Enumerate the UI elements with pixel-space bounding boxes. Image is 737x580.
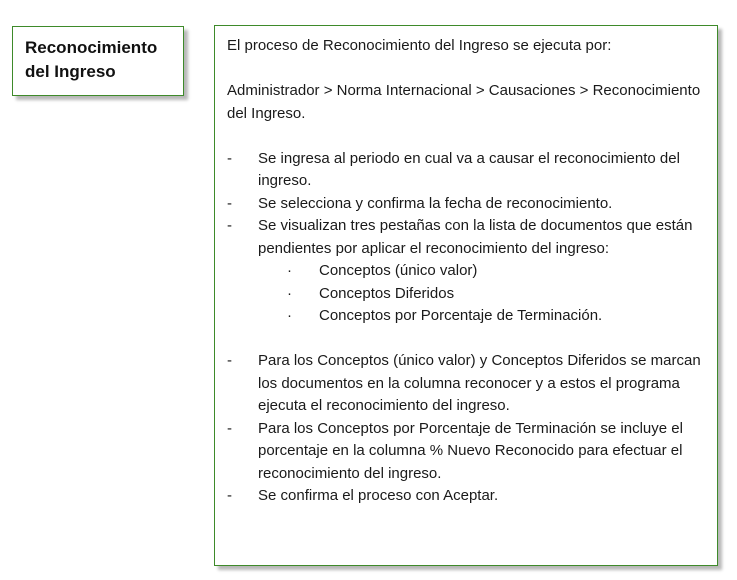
- list-item: [227, 193, 707, 216]
- intro-text: El proceso de Reconocimiento del Ingreso se ejecuta por:: [227, 37, 612, 54]
- dash-marker: -: [227, 217, 232, 234]
- section-title-box: [12, 26, 184, 96]
- dash-marker: -: [227, 419, 232, 437]
- sub-list-item: [258, 260, 707, 283]
- dash-marker: -: [227, 149, 232, 167]
- step-text: Se confirma el proceso con Aceptar.: [258, 487, 499, 504]
- list-item: [227, 215, 707, 328]
- list-item: [227, 350, 707, 418]
- dash-marker: -: [227, 352, 232, 369]
- tab-name: Conceptos por Porcentaje de Terminación.: [319, 307, 603, 324]
- list-item: [227, 485, 707, 508]
- tab-name: Conceptos Diferidos: [319, 284, 455, 302]
- step-text: Para los Conceptos (único valor) y Conceptos Diferidos se marcan los documentos en la columna reconocer y a estos el programa ejecuta el reconocimiento del ingreso.: [258, 352, 701, 414]
- steps-list-2: [227, 350, 707, 508]
- step-text: Se visualizan tres pestañas con la lista de documentos que están pendientes por aplicar el reconocimiento del ingreso:: [258, 217, 693, 257]
- step-text: Para los Conceptos por Porcentaje de Terminación se incluye el porcentaje en la columna % Nuevo Reconocido para efectuar el reconocimiento del ingreso.: [258, 419, 683, 482]
- dot-marker: ·: [287, 262, 292, 279]
- list-item: [227, 418, 707, 486]
- list-item: [227, 148, 707, 193]
- dot-marker: ·: [287, 284, 292, 302]
- sub-list-item: [258, 305, 707, 328]
- sub-list-item: [258, 283, 707, 306]
- tab-name: Conceptos (único valor): [319, 262, 478, 279]
- dash-marker: -: [227, 194, 232, 212]
- step-text: Se selecciona y confirma la fecha de reconocimiento.: [258, 194, 613, 212]
- menu-path: Administrador > Norma Internacional > Causaciones > Reconocimiento del Ingreso.: [227, 82, 701, 122]
- content-box: [214, 25, 718, 566]
- steps-list: [227, 148, 707, 328]
- section-title: Reconocimiento del Ingreso: [25, 38, 158, 81]
- tabs-list: [258, 260, 707, 328]
- dash-marker: -: [227, 487, 232, 504]
- dot-marker: ·: [287, 307, 292, 324]
- step-text: Se ingresa al periodo en cual va a causar el reconocimiento del ingreso.: [258, 149, 680, 189]
